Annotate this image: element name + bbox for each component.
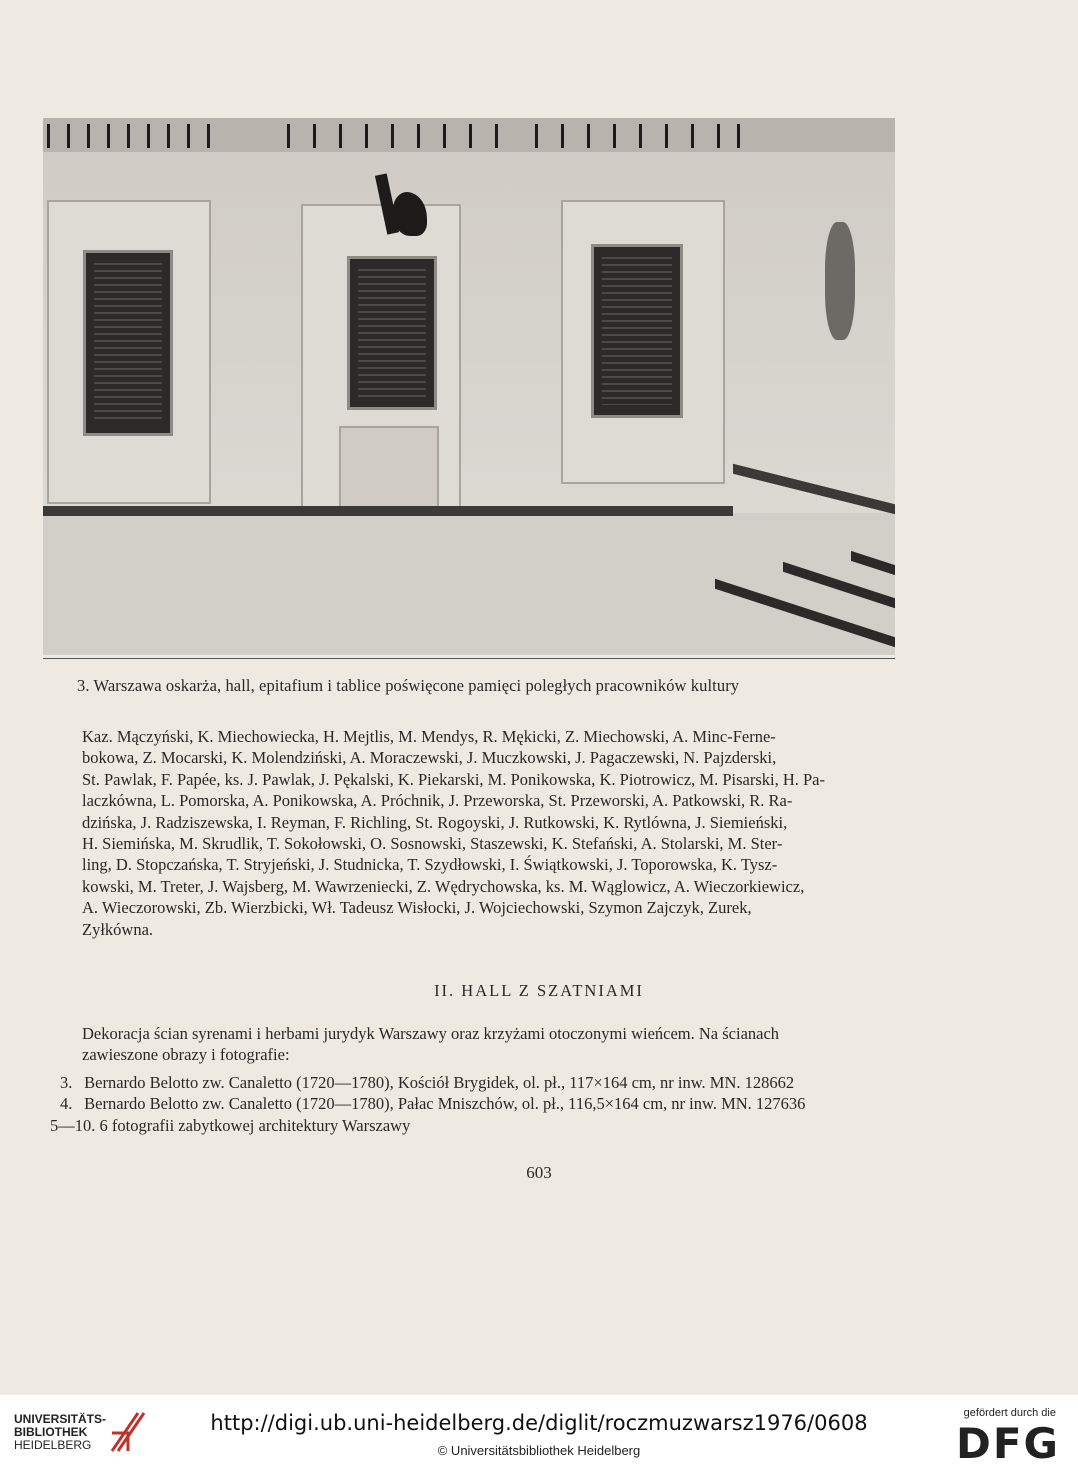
sculpture-body	[393, 192, 427, 236]
university-library-logo[interactable]: UNIVERSITÄTS- BIBLIOTHEK HEIDELBERG	[14, 1412, 107, 1452]
permalink-url[interactable]: http://digi.ub.uni-heidelberg.de/diglit/roczmuzwarsz1976/0608	[210, 1411, 868, 1435]
list-item: 4. Bernardo Belotto zw. Canaletto (1720—1780), Pałac Mniszchów, ol. pł., 116,5×164 cm, nr inw. MN. 127636	[60, 1094, 806, 1114]
epitaph-plaque	[347, 256, 437, 410]
dfg-logo[interactable]: DFG	[955, 1419, 1060, 1468]
pedestal	[339, 426, 439, 510]
copyright-notice: © Universitätsbibliothek Heidelberg	[437, 1443, 641, 1458]
wreath-emblem	[825, 222, 855, 340]
hall-photograph	[43, 118, 895, 655]
baseboard	[43, 506, 733, 516]
decoration-paragraph: Dekoracja ścian syrenami i herbami jurydyk Warszawy oraz krzyżami otoczonymi wieńcem. Na ścianach zawieszone obrazy i fotografie:	[82, 1024, 780, 1065]
ceiling	[43, 118, 895, 152]
page-number: 603	[526, 1163, 552, 1182]
list-item: 3. Bernardo Belotto zw. Canaletto (1720—1780), Kościół Brygidek, ol. pł., 117×164 cm, nr inw. MN. 128662	[60, 1073, 795, 1092]
photo-rule	[43, 658, 895, 659]
floor	[43, 513, 895, 655]
memorial-plaque-left	[83, 250, 173, 436]
names-paragraph: Kaz. Mączyński, K. Miechowiecka, H. Mejtlis, M. Mendys, R. Mękicki, Z. Miechowski, A. Minc-Ferne- bokowa, Z. Mocarski, K. Molendziński, A. Moraczewski, J. Muczkowski, J. Pagaczewski, N. Pajzderski, St. Pawlak, F. Papée, ks. J. Pawlak, J. Pękalski, K. Piekarski, M. Ponikowska, K. Piotrowicz, M. Pisarski, H. Pa- laczkówna, L. Pomorska, A. Ponikowska, A. Próchnik, J. Przeworska, St. Przeworski, A. Patkowski, R. Ra- dzińska, J. Radziszewska, I. Reyman, F. Richling, St. Rogoyski, J. Rutkowski, K. Rytlówna, J. Siemieński, H. Siemińska, M. Skrudlik, T. Sokołowski, O. Sosnowski, Staszewski, K. Stefański, A. Stolarski, M. Ster- ling, D. Stopczańska, T. Stryjeński, J. Studnicka, T. Szydłowski, I. Świątkowski, J. Toporowska, K. Tysz- kowski, M. Treter, J. Wajsberg, M. Wawrzeniecki, Z. Wędrychowska, ks. M. Wąglowicz, A. Wieczorkiewicz, A. Wieczorowski, Zb. Wierzbicki, Wł. Tadeusz Wisłocki, J. Wojciechowski, Szymon Zajczyk, Zurek, Zyłkówna.	[82, 727, 825, 939]
figure-caption: 3. Warszawa oskarża, hall, epitafium i tablice poświęcone pamięci poległych pracowników kultury	[77, 676, 740, 695]
section-heading: II. HALL Z SZATNIAMI	[434, 981, 644, 1000]
footer-bar	[0, 1395, 1078, 1473]
artwork-list	[50, 1072, 900, 1136]
funding-note: gefördert durch die	[963, 1407, 1056, 1419]
list-item: 5—10. 6 fotografii zabytkowej architektury Warszawy	[50, 1115, 411, 1135]
memorial-plaque-right	[591, 244, 683, 418]
